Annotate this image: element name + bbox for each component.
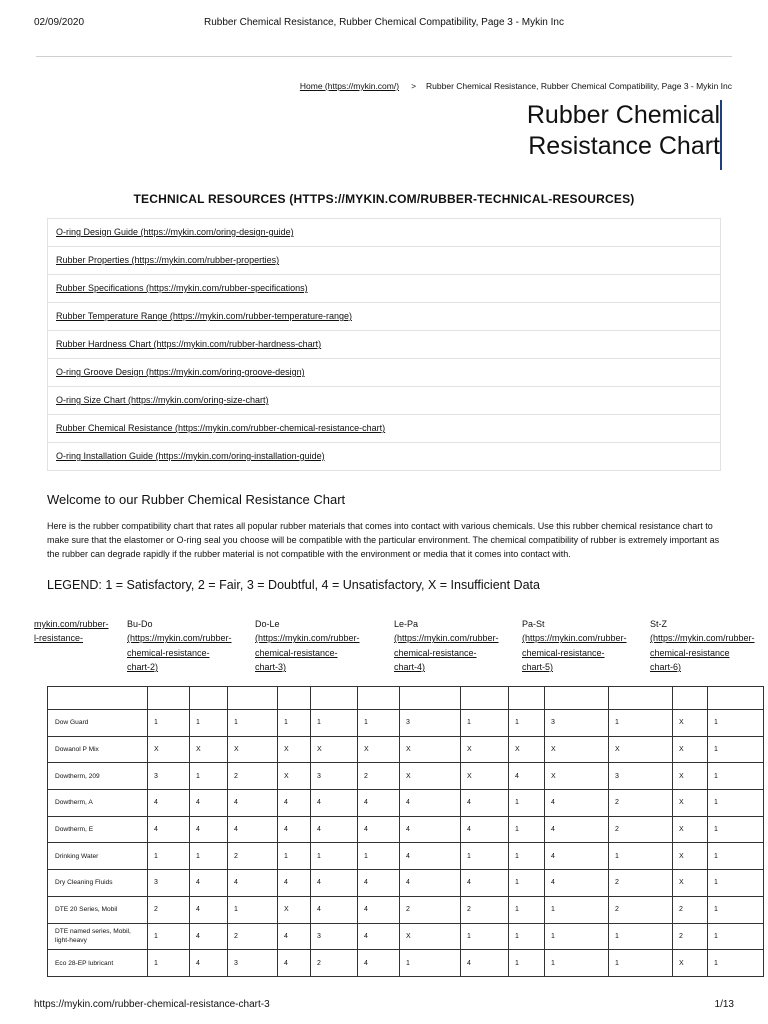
print-header (34, 17, 734, 31)
rating-cell: 4 (278, 950, 311, 977)
legend-text: LEGEND: 1 = Satisfactory, 2 = Fair, 3 = Doubtful, 4 = Unsatisfactory, X = Insufficient Data (47, 578, 540, 592)
rating-cell: 4 (148, 790, 190, 817)
rating-cell: 4 (311, 870, 358, 897)
rating-cell: 1 (461, 923, 509, 950)
table-header-cell (228, 687, 278, 710)
table-header-cell (708, 687, 764, 710)
table-header-cell (148, 687, 190, 710)
rating-cell: 3 (609, 763, 673, 790)
chart-nav-url-line[interactable]: chart-6) (650, 661, 682, 672)
rating-cell: 4 (545, 790, 609, 817)
print-footer (34, 999, 734, 1013)
table-row (48, 923, 764, 950)
rating-cell: 1 (228, 896, 278, 923)
chemical-name-cell: Drinking Water (48, 843, 148, 870)
rating-cell: 4 (509, 763, 545, 790)
rating-cell: 4 (400, 816, 461, 843)
list-item (47, 387, 721, 415)
rating-cell: X (673, 790, 708, 817)
rating-cell: 2 (358, 763, 400, 790)
table-header-cell (545, 687, 609, 710)
table-row (48, 790, 764, 817)
chart-nav-url-line[interactable]: (https://mykin.com/rubber- (255, 633, 360, 644)
chart-nav-link-2[interactable] (127, 617, 252, 674)
rating-cell: 2 (461, 896, 509, 923)
rating-cell: 4 (358, 790, 400, 817)
rating-cell: X (609, 736, 673, 763)
table-header-cell (358, 687, 400, 710)
rating-cell: 1 (148, 710, 190, 737)
rating-cell: 4 (228, 870, 278, 897)
rating-cell: 1 (708, 763, 764, 790)
rating-cell: X (673, 816, 708, 843)
rating-cell: X (673, 736, 708, 763)
rating-cell: 2 (609, 790, 673, 817)
rating-cell: 4 (190, 950, 228, 977)
chart-nav-url-line[interactable]: chemical-resistance- (127, 647, 210, 658)
list-item (47, 247, 721, 275)
rating-cell: 1 (545, 923, 609, 950)
rating-cell: 1 (545, 950, 609, 977)
resource-link[interactable]: Rubber Hardness Chart (https://mykin.com/rubber-hardness-chart) (56, 339, 322, 349)
chart-nav-range: Pa-St (522, 619, 545, 629)
chart-nav-url-line[interactable]: (https://mykin.com/rubber- (127, 633, 232, 644)
chart-nav-url-line[interactable]: l-resistance- (34, 633, 84, 644)
header-divider (36, 56, 732, 57)
rating-cell: 4 (190, 870, 228, 897)
rating-cell: 2 (609, 816, 673, 843)
rating-cell: 2 (228, 923, 278, 950)
table-header-cell (400, 687, 461, 710)
chart-nav-url-line[interactable]: (https://mykin.com/rubber- (522, 633, 627, 644)
rating-cell: 4 (278, 790, 311, 817)
rating-cell: 4 (461, 950, 509, 977)
table-header-cell (311, 687, 358, 710)
rating-cell: 4 (461, 790, 509, 817)
rating-cell: 2 (400, 896, 461, 923)
rating-cell: 4 (358, 896, 400, 923)
rating-cell: 1 (708, 736, 764, 763)
chemical-name-cell: Dowanol P Mix (48, 736, 148, 763)
resource-link[interactable]: Rubber Temperature Range (https://mykin.com/rubber-temperature-range) (56, 311, 352, 321)
rating-cell: 1 (545, 896, 609, 923)
page-number: 1/13 (714, 999, 734, 1010)
rating-cell: 1 (509, 870, 545, 897)
rating-cell: 1 (190, 843, 228, 870)
rating-cell: 1 (609, 843, 673, 870)
rating-cell: 4 (311, 790, 358, 817)
rating-cell: X (278, 763, 311, 790)
rating-cell: 1 (278, 843, 311, 870)
resource-link[interactable]: O-ring Size Chart (https://mykin.com/oring-size-chart) (56, 395, 269, 405)
resource-link[interactable]: Rubber Chemical Resistance (https://mykin.com/rubber-chemical-resistance-chart) (56, 423, 386, 433)
rating-cell: 3 (228, 950, 278, 977)
breadcrumb-separator: > (411, 81, 417, 91)
rating-cell: X (358, 736, 400, 763)
chemical-name-cell: Dry Cleaning Fluids (48, 870, 148, 897)
rating-cell: 1 (509, 896, 545, 923)
rating-cell: 1 (509, 710, 545, 737)
table-header-cell (190, 687, 228, 710)
rating-cell: 1 (509, 923, 545, 950)
print-page-title: Rubber Chemical Resistance, Rubber Chemical Compatibility, Page 3 - Mykin Inc (204, 17, 564, 28)
resource-link[interactable]: Rubber Specifications (https://mykin.com/rubber-specifications) (56, 283, 308, 293)
list-item (47, 415, 721, 443)
rating-cell: 4 (190, 896, 228, 923)
page-title (527, 100, 720, 162)
chemical-name-cell: Dowtherm, E (48, 816, 148, 843)
rating-cell: 3 (148, 763, 190, 790)
title-accent-bar (720, 100, 722, 170)
chart-nav-range: St-Z (650, 619, 667, 629)
resource-link[interactable]: O-ring Installation Guide (https://mykin.com/oring-installation-guide) (56, 451, 325, 461)
chemical-name-cell: Dow Guard (48, 710, 148, 737)
table-header-row (48, 687, 764, 710)
rating-cell: X (673, 710, 708, 737)
table-row (48, 763, 764, 790)
rating-cell: 1 (708, 790, 764, 817)
rating-cell: X (461, 736, 509, 763)
rating-cell: 2 (673, 896, 708, 923)
rating-cell: 1 (509, 790, 545, 817)
rating-cell: 2 (609, 896, 673, 923)
rating-cell: 1 (190, 710, 228, 737)
resource-link[interactable]: O-ring Design Guide (https://mykin.com/oring-design-guide) (56, 227, 294, 237)
table-row (48, 950, 764, 977)
rating-cell: 4 (358, 870, 400, 897)
resource-link[interactable]: O-ring Groove Design (https://mykin.com/oring-groove-design) (56, 367, 305, 377)
table-row (48, 843, 764, 870)
rating-cell: 3 (311, 763, 358, 790)
chart-nav-url-line[interactable]: chemical-resistance- (255, 647, 338, 658)
list-item (47, 275, 721, 303)
rating-cell: X (311, 736, 358, 763)
rating-cell: 2 (673, 923, 708, 950)
chemical-name-cell: DTE named series, Mobil, light-heavy (48, 923, 148, 950)
rating-cell: 3 (400, 710, 461, 737)
rating-cell: 4 (400, 843, 461, 870)
rating-cell: 4 (358, 816, 400, 843)
chart-nav-link-6[interactable] (650, 617, 768, 674)
footer-url: https://mykin.com/rubber-chemical-resistance-chart-3 (34, 999, 270, 1010)
rating-cell: 2 (609, 870, 673, 897)
rating-cell: 4 (358, 950, 400, 977)
rating-cell: 1 (708, 950, 764, 977)
rating-cell: X (673, 950, 708, 977)
chart-nav-url-line[interactable]: chemical-resistance- (394, 647, 477, 658)
list-item (47, 359, 721, 387)
list-item (47, 443, 721, 471)
rating-cell: 4 (545, 870, 609, 897)
rating-cell: 4 (278, 816, 311, 843)
chemical-resistance-table (47, 686, 764, 977)
rating-cell: 4 (278, 923, 311, 950)
print-date: 02/09/2020 (34, 17, 85, 28)
rating-cell: 2 (311, 950, 358, 977)
rating-cell: 1 (400, 950, 461, 977)
rating-cell: 2 (148, 896, 190, 923)
rating-cell: X (673, 763, 708, 790)
rating-cell: 1 (509, 816, 545, 843)
chart-nav-link-4[interactable] (394, 617, 518, 674)
rating-cell: 1 (708, 870, 764, 897)
rating-cell: 1 (708, 843, 764, 870)
rating-cell: X (278, 896, 311, 923)
rating-cell: 4 (148, 816, 190, 843)
chart-nav-range: Bu-Do (127, 619, 153, 629)
rating-cell: 1 (311, 710, 358, 737)
rating-cell: 1 (228, 710, 278, 737)
breadcrumb (300, 81, 732, 91)
rating-cell: 1 (609, 710, 673, 737)
breadcrumb-current: Rubber Chemical Resistance, Rubber Chemical Compatibility, Page 3 - Mykin Inc (426, 81, 732, 91)
rating-cell: 4 (400, 870, 461, 897)
breadcrumb-home-link[interactable]: Home (https://mykin.com/) (299, 81, 400, 91)
page-title-line-2: Resistance Chart (528, 132, 720, 160)
rating-cell: X (400, 736, 461, 763)
rating-cell: 4 (190, 790, 228, 817)
chart-nav-url-line[interactable]: chemical-resistance (650, 647, 730, 658)
technical-resources-heading[interactable]: TECHNICAL RESOURCES (HTTPS://MYKIN.COM/RUBBER-TECHNICAL-RESOURCES) (133, 192, 635, 206)
chart-nav-range: Do-Le (255, 619, 280, 629)
rating-cell: 1 (358, 843, 400, 870)
rating-cell: 1 (509, 950, 545, 977)
table-row (48, 736, 764, 763)
rating-cell: 1 (278, 710, 311, 737)
rating-cell: 1 (148, 950, 190, 977)
rating-cell: 4 (311, 816, 358, 843)
rating-cell: 4 (228, 790, 278, 817)
table-header-cell (48, 687, 148, 710)
rating-cell: 1 (311, 843, 358, 870)
rating-cell: 1 (461, 843, 509, 870)
chart-nav-link-3[interactable] (255, 617, 385, 674)
chart-nav-link-5[interactable] (522, 617, 646, 674)
resource-link[interactable]: Rubber Properties (https://mykin.com/rubber-properties) (56, 255, 280, 265)
rating-cell: X (190, 736, 228, 763)
chart-nav-url-line[interactable]: mykin.com/rubber- (34, 619, 109, 629)
table-header-cell (609, 687, 673, 710)
table-row (48, 816, 764, 843)
rating-cell: 4 (278, 870, 311, 897)
rating-cell: 1 (148, 923, 190, 950)
table-row (48, 896, 764, 923)
rating-cell: 1 (358, 710, 400, 737)
chart-nav-url-line[interactable]: chart-2) (127, 661, 159, 672)
rating-cell: X (228, 736, 278, 763)
rating-cell: 1 (461, 710, 509, 737)
chart-nav-url-line[interactable]: (https://mykin.com/rubber- (394, 633, 499, 644)
rating-cell: 4 (190, 923, 228, 950)
rating-cell: 2 (228, 843, 278, 870)
table-row (48, 870, 764, 897)
rating-cell: 4 (461, 816, 509, 843)
rating-cell: 4 (311, 896, 358, 923)
rating-cell: X (461, 763, 509, 790)
rating-cell: X (545, 763, 609, 790)
rating-cell: 4 (190, 816, 228, 843)
rating-cell: 1 (509, 843, 545, 870)
chart-nav-url-line[interactable]: chart-3) (255, 661, 287, 672)
rating-cell: 1 (190, 763, 228, 790)
list-item (47, 331, 721, 359)
chemical-name-cell: DTE 20 Series, Mobil (48, 896, 148, 923)
rating-cell: X (673, 870, 708, 897)
chemical-name-cell: Eco 28-EP lubricant (48, 950, 148, 977)
welcome-heading: Welcome to our Rubber Chemical Resistance Chart (47, 492, 346, 507)
intro-paragraph: Here is the rubber compatibility chart that rates all popular rubber materials that comes into contact with various chemicals. Use this rubber chemical resistance chart to make sure that the elastomer or O-ring seal you choose will be compatible with the particular environment. The chemical compatibility of rubber is extremely important as the rubber can degrade rapidly if the rubber material is not compatible with the environment or media that it comes into contact with. (47, 521, 720, 560)
rating-cell: X (278, 736, 311, 763)
list-item (47, 219, 721, 247)
rating-cell: 3 (148, 870, 190, 897)
rating-cell: 3 (545, 710, 609, 737)
chemical-name-cell: Dowtherm, A (48, 790, 148, 817)
rating-cell: 1 (148, 843, 190, 870)
rating-cell: 4 (400, 790, 461, 817)
rating-cell: 4 (358, 923, 400, 950)
chemical-name-cell: Dowtherm, 209 (48, 763, 148, 790)
rating-cell: 1 (708, 710, 764, 737)
rating-cell: X (545, 736, 609, 763)
resource-list (47, 218, 721, 471)
table-header-cell (673, 687, 708, 710)
list-item (47, 303, 721, 331)
rating-cell: X (400, 923, 461, 950)
chart-nav-range: Le-Pa (394, 619, 419, 629)
table-header-cell (461, 687, 509, 710)
rating-cell: 2 (228, 763, 278, 790)
rating-cell: X (673, 843, 708, 870)
rating-cell: 1 (609, 950, 673, 977)
page-title-line-1: Rubber Chemical (526, 101, 720, 129)
chart-nav-url-line[interactable]: chemical-resistance- (522, 647, 605, 658)
chart-nav-url-line[interactable]: chart-5) (522, 661, 554, 672)
rating-cell: 1 (708, 816, 764, 843)
table-header-cell (509, 687, 545, 710)
rating-cell: 4 (228, 816, 278, 843)
rating-cell: 1 (609, 923, 673, 950)
rating-cell: 1 (708, 923, 764, 950)
rating-cell: X (509, 736, 545, 763)
rating-cell: 4 (461, 870, 509, 897)
rating-cell: 3 (311, 923, 358, 950)
table-header-cell (278, 687, 311, 710)
rating-cell: X (400, 763, 461, 790)
rating-cell: 4 (545, 843, 609, 870)
rating-cell: 1 (708, 896, 764, 923)
rating-cell: 4 (545, 816, 609, 843)
table-row (48, 710, 764, 737)
rating-cell: X (148, 736, 190, 763)
chart-nav-link-1[interactable] (34, 617, 122, 646)
chart-nav-url-line[interactable]: chart-4) (394, 661, 426, 672)
chart-nav-url-line[interactable]: (https://mykin.com/rubber- (650, 633, 755, 644)
